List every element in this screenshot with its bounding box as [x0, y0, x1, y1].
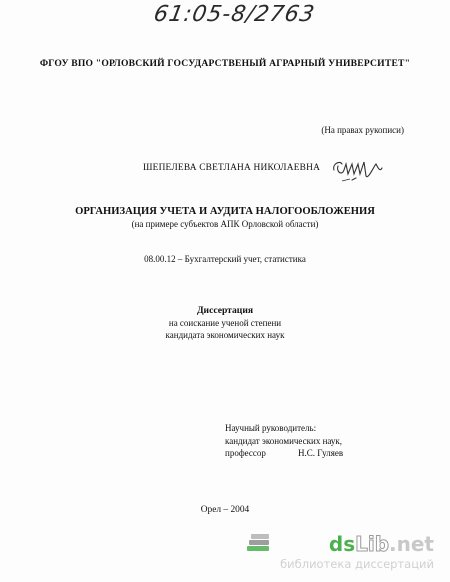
handwritten-catalog-number: 61:05-8/2763: [151, 2, 317, 27]
watermark-logo: dsLib.net: [328, 532, 434, 556]
dslib-watermark: [280, 533, 434, 571]
city-year: Орел – 2004: [200, 505, 250, 515]
supervisor-name: Н.С. Гуляев: [298, 448, 344, 458]
supervisor-title: профессор: [225, 448, 266, 458]
dissertation-title: ОРГАНИЗАЦИЯ УЧЕТА И АУДИТА НАЛОГООБЛОЖЕНИЯ: [75, 206, 375, 217]
manuscript-rights-note: (На правах рукописи): [321, 125, 404, 135]
author-signature: [330, 156, 386, 184]
dissertation-degree-field: кандидата экономических наук: [165, 330, 285, 340]
dissertation-subtitle: (на примере субъектов АПК Орловской области): [131, 219, 319, 229]
specialty-code: 08.00.12 – Бухгалтерский учет, статистика: [144, 254, 306, 264]
dissertation-heading: Диссертация: [196, 305, 254, 316]
supervisor-label: Научный руководитель:: [225, 423, 317, 433]
dissertation-degree-line: на соискание ученой степени: [168, 318, 282, 328]
watermark-subtitle: библиотека диссертаций: [280, 557, 434, 571]
university-header: ФГОУ ВПО "ОРЛОВСКИЙ ГОСУДАРСТВЕНЫЙ АГРАРНЫЙ УНИВЕРСИТЕТ": [39, 58, 411, 69]
supervisor-degree: кандидат экономических наук,: [225, 436, 343, 446]
author-name: ШЕПЕЛЕВА СВЕТЛАНА НИКОЛАЕВНА: [143, 163, 321, 173]
book-stack-icon: [246, 533, 272, 553]
